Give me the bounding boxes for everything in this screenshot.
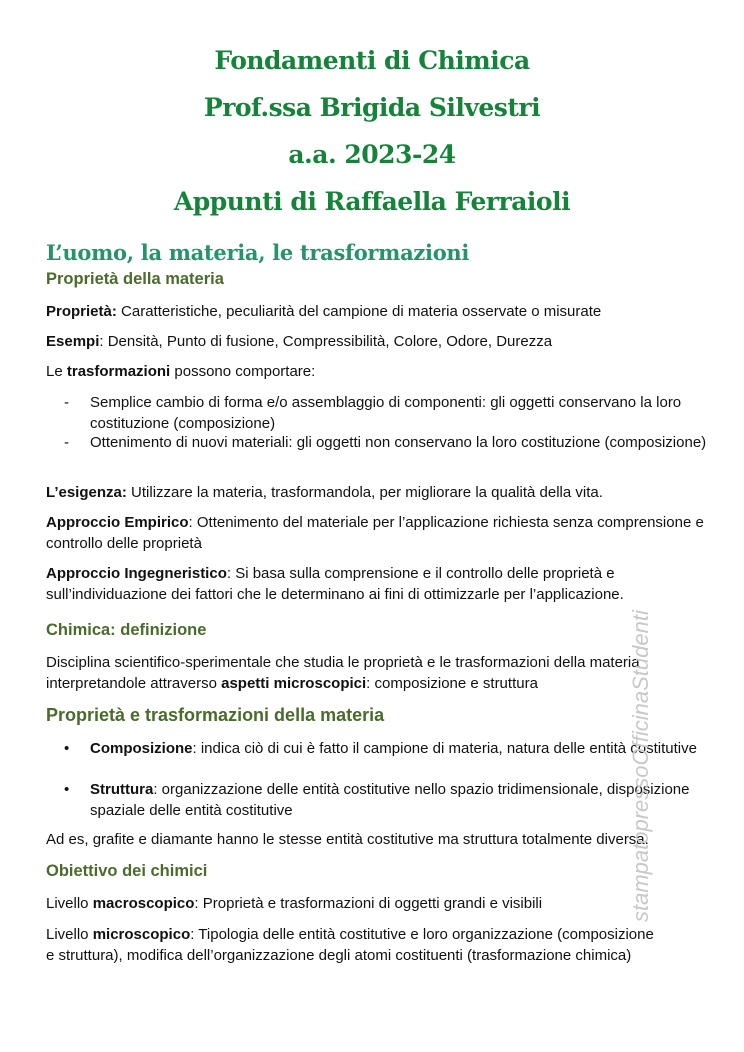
paragraph: Approccio Ingegneristico: Si basa sulla comprensione e il controllo delle proprietà e sull’individuazione dei fattori che le determinano ai fini di ottimizzarle per l’applicazione. (46, 565, 624, 603)
chapter-title: L’uomo, la materia, le trasformazioni (46, 240, 470, 265)
section-heading: Proprietà della materia (46, 270, 224, 288)
paragraph: Esempi: Densità, Punto di fusione, Compressibilità, Colore, Odore, Durezza (46, 333, 553, 350)
section-heading: Proprietà e trasformazioni della materia (46, 705, 385, 725)
paragraph: Livello macroscopico: Proprietà e trasformazioni di oggetti grandi e visibili (46, 895, 543, 912)
list-item: • Composizione: indica ciò di cui è fatto il campione di materia, natura delle entità costitutive (64, 740, 697, 757)
list-item: • Struttura: organizzazione delle entità costitutive nello spazio tridimensionale, disposizione spaziale delle entità costitutive (64, 781, 690, 819)
paragraph: L’esigenza: Utilizzare la materia, trasformandola, per migliorare la qualità della vita. (46, 484, 603, 501)
paragraph: Proprietà: Caratteristiche, peculiarità del campione di materia osservate o misurate (46, 303, 602, 320)
list-item: - Ottenimento di nuovi materiali: gli oggetti non conservano la loro costituzione (composizione) (64, 434, 707, 451)
section-heading: Obiettivo dei chimici (46, 862, 208, 880)
paragraph: Approccio Empirico: Ottenimento del materiale per l’applicazione richiesta senza comprensione e controllo delle proprietà (46, 514, 704, 552)
author-line: Appunti di Raffaella Ferraioli (173, 187, 571, 216)
watermark: stampatopressoOfficinaStudenti (628, 610, 653, 922)
paragraph: Ad es, grafite e diamante hanno le stesse entità costitutive ma struttura totalmente diversa. (46, 831, 649, 848)
paragraph: Livello microscopico: Tipologia delle entità costitutive e loro organizzazione (composizione e struttura), modifica dell’organizzazione degli atomi costituenti (trasformazione chimica) (46, 926, 654, 964)
document-title: Fondamenti di Chimica (214, 46, 530, 75)
academic-year: a.a. 2023-24 (288, 140, 456, 169)
professor-name: Prof.ssa Brigida Silvestri (203, 93, 541, 122)
section-heading: Chimica: definizione (46, 621, 207, 639)
paragraph: Le trasformazioni possono comportare: (46, 363, 316, 380)
list-item: - Semplice cambio di forma e/o assemblaggio di componenti: gli oggetti conservano la loro costituzione (composizione) (64, 394, 682, 432)
paragraph: Disciplina scientifico-sperimentale che studia le proprietà e le trasformazioni della materia interpretandole attraverso aspetti microscopici: composizione e struttura (46, 654, 640, 692)
